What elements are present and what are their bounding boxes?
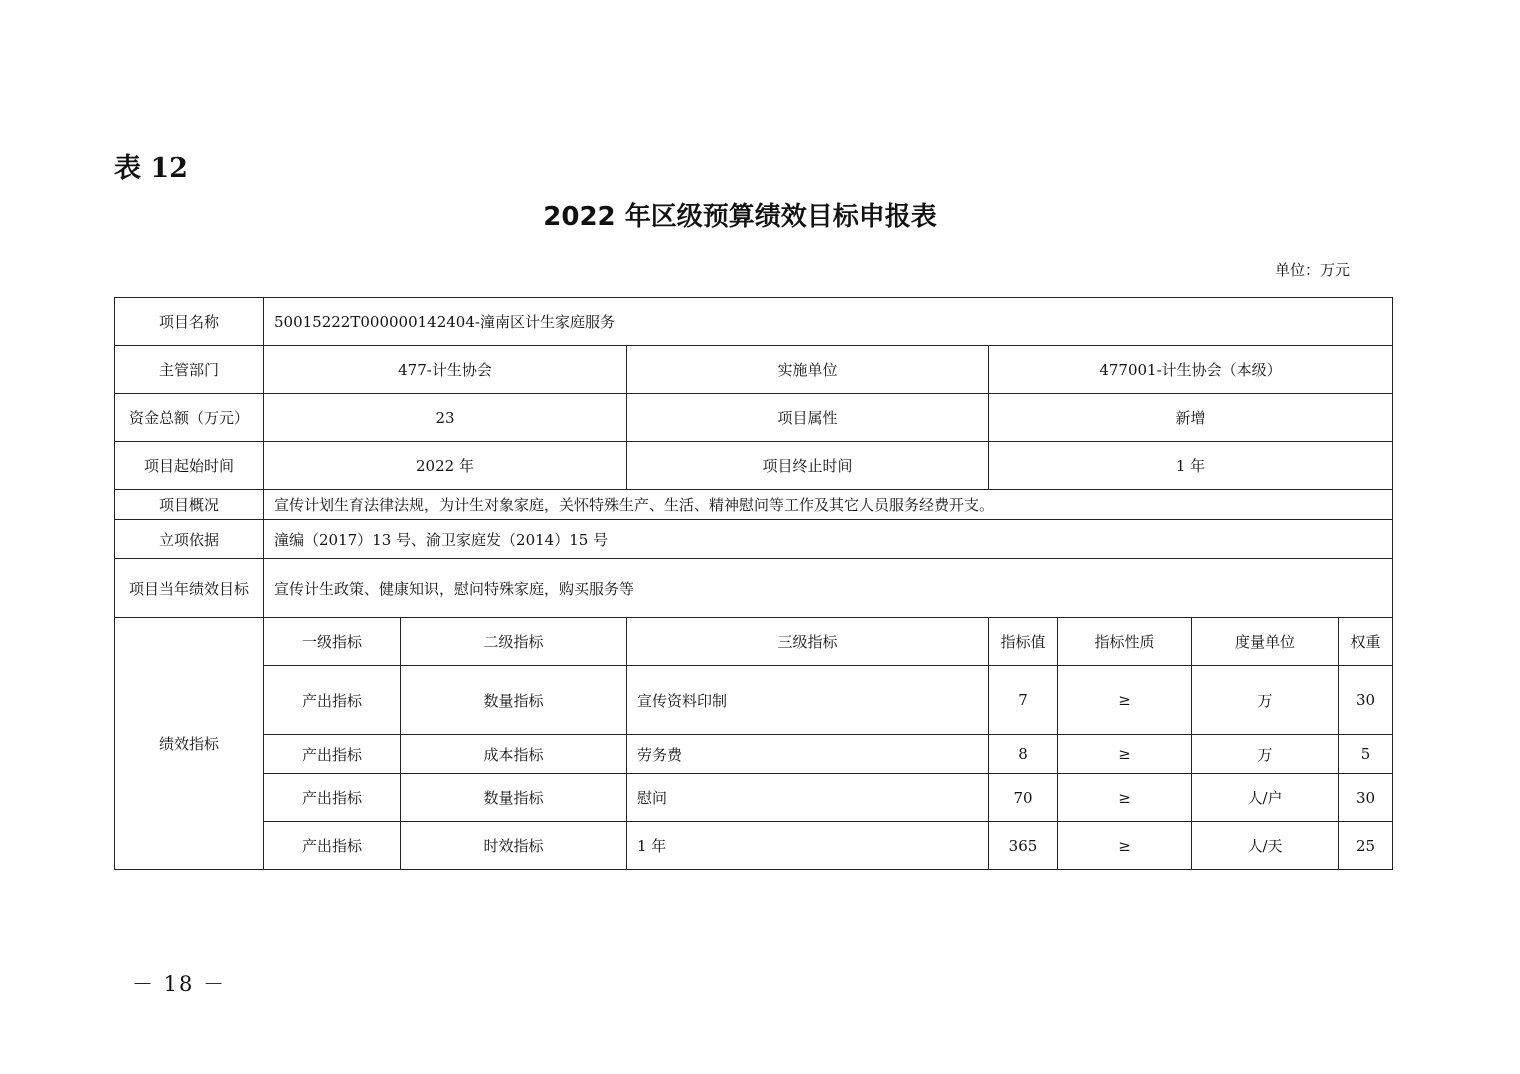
project-name-label: 项目名称 [115, 298, 264, 346]
header-value: 指标值 [989, 618, 1058, 666]
department-value: 477-计生协会 [264, 346, 627, 394]
overview-row [115, 490, 1393, 520]
document-title: 2022 年区级预算绩效目标申报表 [543, 202, 937, 232]
level1-cell: 产出指标 [264, 774, 401, 822]
weight-cell: 30 [1339, 666, 1393, 735]
basis-label: 立项依据 [115, 520, 264, 559]
start-time-label: 项目起始时间 [115, 442, 264, 490]
level1-cell: 产出指标 [264, 822, 401, 870]
level3-cell: 1 年 [627, 822, 989, 870]
level1-cell: 产出指标 [264, 735, 401, 774]
goal-value: 宣传计生政策、健康知识，慰问特殊家庭，购买服务等 [264, 559, 1393, 618]
fund-row [115, 394, 1393, 442]
nature-cell: ≥ [1058, 822, 1192, 870]
start-time-value: 2022 年 [264, 442, 627, 490]
table-number: 表 12 [114, 153, 188, 184]
time-row [115, 442, 1393, 490]
fund-total-label: 资金总额（万元） [115, 394, 264, 442]
level3-cell: 宣传资料印制 [627, 666, 989, 735]
unit-cell: 人/户 [1192, 774, 1339, 822]
header-level2: 二级指标 [401, 618, 627, 666]
project-attribute-value: 新增 [989, 394, 1393, 442]
department-label: 主管部门 [115, 346, 264, 394]
nature-cell: ≥ [1058, 666, 1192, 735]
basis-row [115, 520, 1393, 559]
level2-cell: 成本指标 [401, 735, 627, 774]
value-cell: 365 [989, 822, 1058, 870]
indicators-section-label: 绩效指标 [115, 618, 264, 870]
budget-performance-table [114, 297, 1393, 870]
header-unit: 度量单位 [1192, 618, 1339, 666]
implementing-unit-value: 477001-计生协会（本级） [989, 346, 1393, 394]
end-time-value: 1 年 [989, 442, 1393, 490]
header-level3: 三级指标 [627, 618, 989, 666]
header-weight: 权重 [1339, 618, 1393, 666]
weight-cell: 5 [1339, 735, 1393, 774]
basis-value: 潼编（2017）13 号、渝卫家庭发（2014）15 号 [264, 520, 1393, 559]
level3-cell: 慰问 [627, 774, 989, 822]
level2-cell: 数量指标 [401, 774, 627, 822]
weight-cell: 30 [1339, 774, 1393, 822]
value-cell: 70 [989, 774, 1058, 822]
unit-label: 单位：万元 [1275, 261, 1351, 279]
fund-total-value: 23 [264, 394, 627, 442]
overview-value: 宣传计划生育法律法规，为计生对象家庭，关怀特殊生产、生活、精神慰问等工作及其它人员服务经费开支。 [264, 490, 1393, 520]
overview-label: 项目概况 [115, 490, 264, 520]
department-row [115, 346, 1393, 394]
table-row [115, 822, 1393, 870]
unit-cell: 人/天 [1192, 822, 1339, 870]
weight-cell: 25 [1339, 822, 1393, 870]
value-cell: 8 [989, 735, 1058, 774]
table-row [115, 735, 1393, 774]
level2-cell: 数量指标 [401, 666, 627, 735]
unit-cell: 万 [1192, 735, 1339, 774]
level3-cell: 劳务费 [627, 735, 989, 774]
end-time-label: 项目终止时间 [627, 442, 989, 490]
header-level1: 一级指标 [264, 618, 401, 666]
project-attribute-label: 项目属性 [627, 394, 989, 442]
nature-cell: ≥ [1058, 735, 1192, 774]
level1-cell: 产出指标 [264, 666, 401, 735]
unit-cell: 万 [1192, 666, 1339, 735]
value-cell: 7 [989, 666, 1058, 735]
table-row [115, 774, 1393, 822]
level2-cell: 时效指标 [401, 822, 627, 870]
goal-row [115, 559, 1393, 618]
table-row [115, 666, 1393, 735]
header-nature: 指标性质 [1058, 618, 1192, 666]
project-name-value: 50015222T000000142404-潼南区计生家庭服务 [264, 298, 1393, 346]
indicator-header-row [115, 618, 1393, 666]
nature-cell: ≥ [1058, 774, 1192, 822]
project-name-row [115, 298, 1393, 346]
goal-label: 项目当年绩效目标 [115, 559, 264, 618]
implementing-unit-label: 实施单位 [627, 346, 989, 394]
page-number: － 18 － [132, 972, 227, 996]
